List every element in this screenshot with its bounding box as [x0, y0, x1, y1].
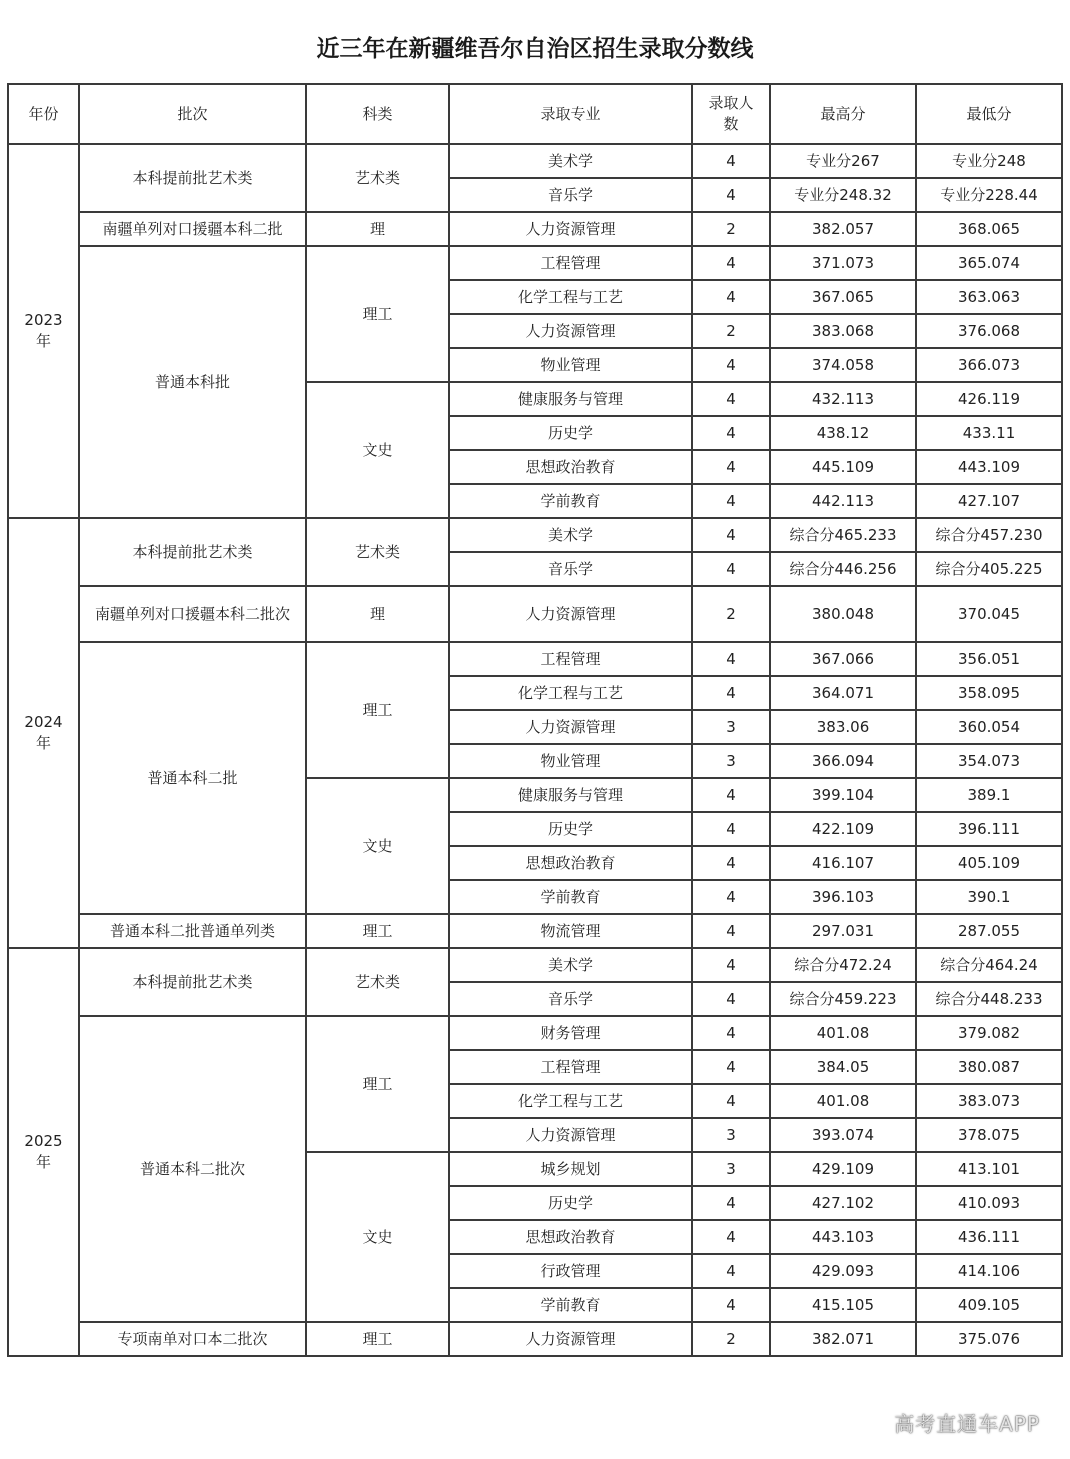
min-score-cell: 360.054: [916, 710, 1062, 744]
max-score-cell: 438.12: [770, 416, 916, 450]
max-score-cell: 429.093: [770, 1254, 916, 1288]
year-label: 2024: [24, 713, 63, 731]
min-score-cell: 436.111: [916, 1220, 1062, 1254]
count-cell: 3: [692, 1118, 770, 1152]
major-cell: 人力资源管理: [449, 1118, 692, 1152]
min-score-cell: 405.109: [916, 846, 1062, 880]
year-cell: [8, 948, 79, 1356]
batch-cell: 普通本科二批普通单列类: [79, 914, 306, 948]
count-cell: 4: [692, 178, 770, 212]
max-score-cell: 367.066: [770, 642, 916, 676]
major-cell: 物业管理: [449, 744, 692, 778]
min-score-cell: 409.105: [916, 1288, 1062, 1322]
count-cell: 4: [692, 1050, 770, 1084]
batch-cell: 普通本科二批: [79, 642, 306, 914]
min-score-cell: 413.101: [916, 1152, 1062, 1186]
count-cell: 3: [692, 710, 770, 744]
watermark-text: 高考直通车APP: [894, 1412, 1040, 1436]
min-score-cell: 396.111: [916, 812, 1062, 846]
min-score-cell: 专业分228.44: [916, 178, 1062, 212]
max-score-cell: 专业分248.32: [770, 178, 916, 212]
header-batch: 批次: [79, 84, 306, 144]
count-cell: 4: [692, 280, 770, 314]
major-cell: 音乐学: [449, 552, 692, 586]
batch-cell: 专项南单对口本二批次: [79, 1322, 306, 1356]
major-cell: 历史学: [449, 812, 692, 846]
batch-cell: 南疆单列对口援疆本科二批次: [79, 586, 306, 642]
max-score-cell: 416.107: [770, 846, 916, 880]
max-score-cell: 442.113: [770, 484, 916, 518]
major-cell: 工程管理: [449, 642, 692, 676]
year-suffix: 年: [35, 332, 51, 350]
max-score-cell: 429.109: [770, 1152, 916, 1186]
table-row: [8, 914, 1062, 948]
count-cell: 4: [692, 382, 770, 416]
major-cell: 美术学: [449, 144, 692, 178]
major-cell: 音乐学: [449, 982, 692, 1016]
header-max-score: 最高分: [770, 84, 916, 144]
major-cell: 学前教育: [449, 1288, 692, 1322]
major-cell: 历史学: [449, 1186, 692, 1220]
min-score-cell: 354.073: [916, 744, 1062, 778]
max-score-cell: 297.031: [770, 914, 916, 948]
admission-scores-table: [7, 83, 1063, 1357]
count-cell: 2: [692, 586, 770, 642]
max-score-cell: 401.08: [770, 1084, 916, 1118]
count-cell: 4: [692, 778, 770, 812]
max-score-cell: 415.105: [770, 1288, 916, 1322]
count-cell: 4: [692, 246, 770, 280]
header-count: [692, 84, 770, 144]
page-title: 近三年在新疆维吾尔自治区招生录取分数线: [316, 36, 754, 62]
max-score-cell: 366.094: [770, 744, 916, 778]
category-cell: 文史: [306, 778, 449, 914]
min-score-cell: 综合分448.233: [916, 982, 1062, 1016]
max-score-cell: 374.058: [770, 348, 916, 382]
table-row: [8, 144, 1062, 178]
min-score-cell: 356.051: [916, 642, 1062, 676]
table-row: [8, 1322, 1062, 1356]
min-score-cell: 389.1: [916, 778, 1062, 812]
count-cell: 4: [692, 676, 770, 710]
count-cell: 4: [692, 642, 770, 676]
max-score-cell: 综合分465.233: [770, 518, 916, 552]
major-cell: 人力资源管理: [449, 1322, 692, 1356]
major-cell: 物业管理: [449, 348, 692, 382]
max-score-cell: 371.073: [770, 246, 916, 280]
header-year: 年份: [8, 84, 79, 144]
max-score-cell: 443.103: [770, 1220, 916, 1254]
min-score-cell: 378.075: [916, 1118, 1062, 1152]
year-cell: [8, 518, 79, 948]
count-cell: 4: [692, 846, 770, 880]
major-cell: 思想政治教育: [449, 1220, 692, 1254]
year-suffix: 年: [35, 734, 51, 752]
major-cell: 思想政治教育: [449, 846, 692, 880]
year-label: 2025: [24, 1132, 63, 1150]
major-cell: 人力资源管理: [449, 586, 692, 642]
max-score-cell: 380.048: [770, 586, 916, 642]
min-score-cell: 363.063: [916, 280, 1062, 314]
header-category: 科类: [306, 84, 449, 144]
batch-cell: 普通本科二批次: [79, 1016, 306, 1322]
max-score-cell: 367.065: [770, 280, 916, 314]
header-count-line1: 录取人: [708, 94, 754, 112]
table-row: [8, 212, 1062, 246]
table-row: [8, 642, 1062, 676]
table-header-row: [8, 84, 1062, 144]
table-row: [8, 246, 1062, 280]
min-score-cell: 专业分248: [916, 144, 1062, 178]
count-cell: 3: [692, 1152, 770, 1186]
max-score-cell: 445.109: [770, 450, 916, 484]
max-score-cell: 364.071: [770, 676, 916, 710]
year-suffix: 年: [35, 1153, 51, 1171]
major-cell: 化学工程与工艺: [449, 280, 692, 314]
category-cell: 理工: [306, 1322, 449, 1356]
table-row: [8, 518, 1062, 552]
major-cell: 人力资源管理: [449, 314, 692, 348]
major-cell: 健康服务与管理: [449, 382, 692, 416]
min-score-cell: 287.055: [916, 914, 1062, 948]
category-cell: 文史: [306, 1152, 449, 1322]
min-score-cell: 358.095: [916, 676, 1062, 710]
max-score-cell: 综合分446.256: [770, 552, 916, 586]
count-cell: 4: [692, 914, 770, 948]
count-cell: 4: [692, 948, 770, 982]
category-cell: 艺术类: [306, 948, 449, 1016]
count-cell: 4: [692, 1016, 770, 1050]
header-min-score: 最低分: [916, 84, 1062, 144]
min-score-cell: 370.045: [916, 586, 1062, 642]
category-cell: 理: [306, 212, 449, 246]
count-cell: 4: [692, 982, 770, 1016]
batch-cell: 普通本科批: [79, 246, 306, 518]
count-cell: 2: [692, 212, 770, 246]
category-cell: 艺术类: [306, 144, 449, 212]
major-cell: 化学工程与工艺: [449, 676, 692, 710]
min-score-cell: 443.109: [916, 450, 1062, 484]
major-cell: 人力资源管理: [449, 710, 692, 744]
max-score-cell: 396.103: [770, 880, 916, 914]
count-cell: 4: [692, 812, 770, 846]
category-cell: 理工: [306, 914, 449, 948]
count-cell: 4: [692, 484, 770, 518]
major-cell: 健康服务与管理: [449, 778, 692, 812]
major-cell: 财务管理: [449, 1016, 692, 1050]
batch-cell: 本科提前批艺术类: [79, 518, 306, 586]
min-score-cell: 综合分405.225: [916, 552, 1062, 586]
min-score-cell: 433.11: [916, 416, 1062, 450]
header-major: 录取专业: [449, 84, 692, 144]
max-score-cell: 401.08: [770, 1016, 916, 1050]
table-row: [8, 1016, 1062, 1050]
major-cell: 行政管理: [449, 1254, 692, 1288]
major-cell: 历史学: [449, 416, 692, 450]
category-cell: 艺术类: [306, 518, 449, 586]
category-cell: 理: [306, 586, 449, 642]
count-cell: 4: [692, 450, 770, 484]
major-cell: 城乡规划: [449, 1152, 692, 1186]
batch-cell: 本科提前批艺术类: [79, 144, 306, 212]
count-cell: 4: [692, 1186, 770, 1220]
table-row: [8, 586, 1062, 642]
min-score-cell: 379.082: [916, 1016, 1062, 1050]
year-cell: [8, 144, 79, 518]
count-cell: 2: [692, 314, 770, 348]
max-score-cell: 382.071: [770, 1322, 916, 1356]
min-score-cell: 365.074: [916, 246, 1062, 280]
min-score-cell: 综合分457.230: [916, 518, 1062, 552]
min-score-cell: 375.076: [916, 1322, 1062, 1356]
major-cell: 学前教育: [449, 484, 692, 518]
min-score-cell: 427.107: [916, 484, 1062, 518]
category-cell: 理工: [306, 642, 449, 778]
count-cell: 4: [692, 1084, 770, 1118]
table-row: [8, 948, 1062, 982]
min-score-cell: 368.065: [916, 212, 1062, 246]
count-cell: 4: [692, 552, 770, 586]
max-score-cell: 383.06: [770, 710, 916, 744]
max-score-cell: 383.068: [770, 314, 916, 348]
category-cell: 理工: [306, 1016, 449, 1152]
min-score-cell: 366.073: [916, 348, 1062, 382]
count-cell: 4: [692, 1254, 770, 1288]
count-cell: 4: [692, 144, 770, 178]
count-cell: 4: [692, 880, 770, 914]
major-cell: 美术学: [449, 948, 692, 982]
min-score-cell: 综合分464.24: [916, 948, 1062, 982]
major-cell: 学前教育: [449, 880, 692, 914]
min-score-cell: 383.073: [916, 1084, 1062, 1118]
count-cell: 4: [692, 518, 770, 552]
batch-cell: 本科提前批艺术类: [79, 948, 306, 1016]
batch-cell: 南疆单列对口援疆本科二批: [79, 212, 306, 246]
major-cell: 物流管理: [449, 914, 692, 948]
count-cell: 4: [692, 1288, 770, 1322]
min-score-cell: 414.106: [916, 1254, 1062, 1288]
max-score-cell: 399.104: [770, 778, 916, 812]
major-cell: 音乐学: [449, 178, 692, 212]
max-score-cell: 384.05: [770, 1050, 916, 1084]
major-cell: 美术学: [449, 518, 692, 552]
min-score-cell: 380.087: [916, 1050, 1062, 1084]
min-score-cell: 426.119: [916, 382, 1062, 416]
max-score-cell: 382.057: [770, 212, 916, 246]
header-count-line2: 数: [723, 115, 739, 133]
major-cell: 思想政治教育: [449, 450, 692, 484]
count-cell: 4: [692, 348, 770, 382]
max-score-cell: 综合分472.24: [770, 948, 916, 982]
max-score-cell: 393.074: [770, 1118, 916, 1152]
max-score-cell: 427.102: [770, 1186, 916, 1220]
category-cell: 理工: [306, 246, 449, 382]
max-score-cell: 专业分267: [770, 144, 916, 178]
min-score-cell: 410.093: [916, 1186, 1062, 1220]
major-cell: 工程管理: [449, 1050, 692, 1084]
count-cell: 2: [692, 1322, 770, 1356]
count-cell: 3: [692, 744, 770, 778]
count-cell: 4: [692, 1220, 770, 1254]
min-score-cell: 390.1: [916, 880, 1062, 914]
category-cell: 文史: [306, 382, 449, 518]
count-cell: 4: [692, 416, 770, 450]
major-cell: 化学工程与工艺: [449, 1084, 692, 1118]
max-score-cell: 综合分459.223: [770, 982, 916, 1016]
major-cell: 人力资源管理: [449, 212, 692, 246]
min-score-cell: 376.068: [916, 314, 1062, 348]
major-cell: 工程管理: [449, 246, 692, 280]
max-score-cell: 422.109: [770, 812, 916, 846]
year-label: 2023: [24, 311, 63, 329]
max-score-cell: 432.113: [770, 382, 916, 416]
